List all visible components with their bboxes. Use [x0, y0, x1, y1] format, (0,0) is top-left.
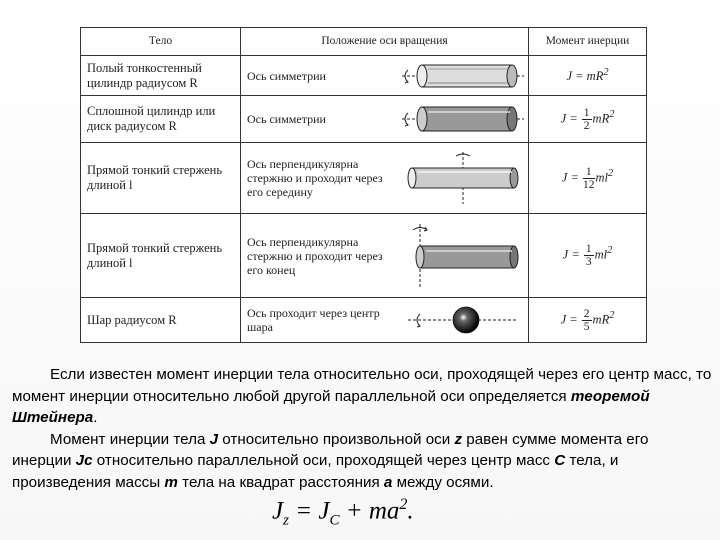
hollow-cylinder-figure: [397, 56, 528, 95]
table-row: [81, 96, 647, 143]
moment-formula: J = $\frac{1}{3}$ $ml^2$: [529, 214, 647, 298]
body-name: Прямой тонкий стержень длиной l: [81, 214, 241, 298]
moment-formula: J = $\frac{2}{5}$ $mR^2$: [529, 298, 647, 343]
axis-description: Ось симметрии: [247, 68, 326, 83]
table-row: [81, 214, 647, 298]
axis-description: Ось перпендикулярна стержню и проходит через его конец: [247, 234, 383, 277]
header-body: Тело: [81, 28, 241, 56]
table-header-row: [81, 28, 647, 56]
body-name: Полый тонкостенный цилиндр радиусом R: [81, 55, 241, 95]
axis-description: Ось симметрии: [247, 112, 326, 127]
header-axis: Положение оси вращения: [241, 28, 529, 56]
moment-of-inertia-table: [80, 27, 647, 343]
paragraph-1: Если известен момент инерции тела относительно оси, проходящей через его центр масс, то момент инерции относительно любой другой параллельной оси определяется теоремой Штейнера.: [12, 366, 712, 426]
body-name: Сплошной цилиндр или диск радиусом R: [81, 96, 241, 143]
theorem-name: теоремой Штейнера: [12, 387, 650, 426]
body-name: Шар радиусом R: [81, 298, 241, 343]
rod-end-axis-figure: [397, 214, 528, 297]
moment-formula: J = $\frac{1}{12}$ $ml^2$: [529, 143, 647, 214]
table-row: [81, 143, 647, 214]
paragraph-2: Момент инерции тела J относительно произвольной оси z равен сумме момента его инерции Jc относительно параллельной оси, проходящей через центр масс C тела, и произведения массы m тела на квадрат расстояния a между осями.: [12, 430, 649, 491]
steiner-theorem-text: [12, 364, 712, 493]
moment-formula: $J = mR^2$: [529, 55, 647, 95]
sphere-figure: [397, 298, 528, 342]
axis-description: Ось проходит через центр шара: [247, 306, 380, 335]
body-name: Прямой тонкий стержень длиной l: [81, 143, 241, 214]
solid-cylinder-figure: [397, 96, 528, 142]
rod-middle-axis-figure: [397, 143, 528, 213]
moment-formula: J = $\frac{1}{2}$ $mR^2$: [529, 96, 647, 143]
header-moment: Момент инерции: [529, 28, 647, 56]
steiner-formula: $J_z = J_C + ma^2$.: [272, 496, 414, 529]
table-row: [81, 298, 647, 343]
table-row: [81, 55, 647, 95]
axis-description: Ось перпендикулярна стержню и проходит через его середину: [247, 157, 383, 200]
